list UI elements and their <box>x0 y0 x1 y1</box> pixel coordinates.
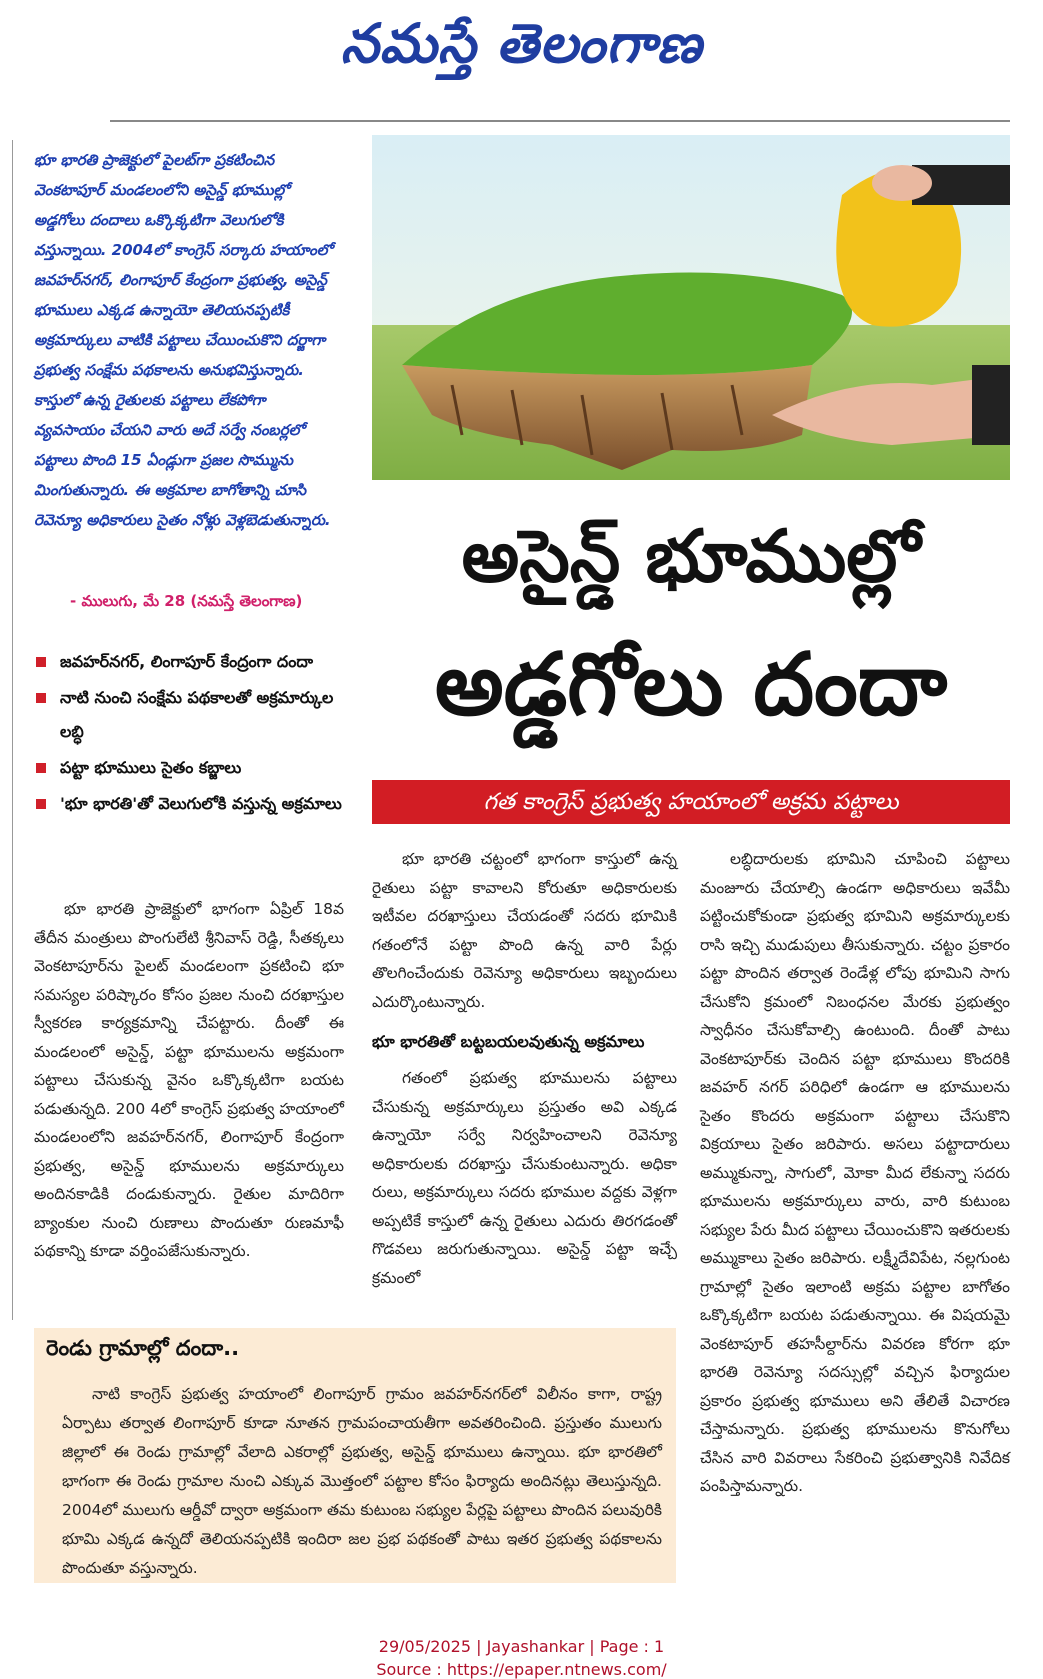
highlight-item <box>34 681 344 749</box>
article-column-3 <box>700 845 1010 1501</box>
article-paragraph: లబ్ధిదారులకు భూమిని చూపించి పట్టాలు మంజూరు చేయాల్సి ఉండగా అధికారులు ఇవేమీ పట్టించుకోకుండా ప్రభుత్వ భూమిని అక్రమార్కులకు రాసి ఇచ్చి ముడుపులు తీసుకున్నారు. చట్టం ప్రకారం పట్టా పొందిన తర్వాత రెండేళ్ల లోపు భూమిని సాగు చేసుకోని క్రమంలో నిబంధనల మేరకు ప్రభుత్వం స్వాధీనం చేసుకోవాల్సి ఉంటుంది. దీంతో పాటు వెంకటాపూర్‌కు చెందిన పట్టా భూములు కొందరికి జవహర్ నగర్ పరిధిలో ఉండగా ఆ భూములను సైతం కొందరు అక్రమంగా పట్టాలు చేసుకొని విక్రయాలు సైతం జరిపారు. అసలు పట్టాదారులు అమ్ముకున్నా, సాగులో, మోకా మీద లేకున్నా సదరు భూములను అక్రమార్కులు వారు, వారి కుటుంబ సభ్యుల పేరు మీద పట్టాలు చేయించుకొని ఇతరులకు అమ్ముకాలు సైతం జరిపారు. లక్ష్మీదేవిపేట, నల్లగుంట గ్రామాల్లో సైతం ఇలాంటి అక్రమ పట్టాల బాగోతం ఒక్కొక్కటిగా బయట పడుతున్నాయి. ఈ విషయమై వెంకటాపూర్ తహసీల్దార్‌ను వివరణ కోరగా భూ భారతి రెవెన్యూ సదస్సుల్లో వచ్చిన ఫిర్యాదుల ప్రకారం ప్రభుత్వ భూములు అని తేలితే విచారణ చేస్తామన్నారు. ప్రభుత్వ భూములను కొనుగోలు చేసిన వారి వివరాలు సేకరించి ప్రభుత్వానికి నివేదిక పంపిస్తామన్నారు. <box>700 850 1010 1495</box>
masthead-divider <box>110 120 1010 122</box>
box-title: రెండు గ్రామాల్లో దందా.. <box>46 1336 240 1360</box>
article-column-2 <box>372 845 677 1292</box>
masthead-title: నమస్తే తెలంగాణ <box>340 12 703 75</box>
highlights-list <box>34 645 344 823</box>
highlight-text: జవహర్‌నగర్, లింగాపూర్ కేంద్రంగా దందా <box>60 652 313 671</box>
intro-paragraph: భూ భారతి ప్రాజెక్టులో పైలట్‌గా ప్రకటించిన వెంకటాపూర్ మండలంలోని అసైన్డ్ భూముల్లో అడ్డగోలు దందాలు ఒక్కొక్కటిగా వెలుగులోకి వస్తున్నాయి. 2004లో కాంగ్రెస్ సర్కారు హయాంలో జవహర్‌నగర్, లింగాపూర్ కేంద్రంగా ప్రభుత్వ, అసైన్డ్ భూములు ఎక్కడ ఉన్నాయో తెలియనప్పటికీ అక్రమార్కులు వాటికి పట్టాలు చేయించుకొని దర్జాగా ప్రభుత్వ సంక్షేమ పథకాలను అనుభవిస్తున్నారు. కాస్తులో ఉన్న రైతులకు పట్టాలు లేకపోగా వ్యవసాయం చేయని వారు అదే సర్వే నంబర్లలో పట్టాలు పొంది 15 ఏండ్లుగా ప్రజల సొమ్మును మింగుతున్నారు. ఈ అక్రమాల బాగోతాన్ని చూసి రెవెన్యూ అధికారులు సైతం నోళ్లు వెళ్లబెడుతున్నారు. <box>34 151 333 529</box>
headline-line-2: అడ్డగోలు దందా <box>434 635 948 735</box>
highlight-item <box>34 645 344 679</box>
dateline: - ములుగు, మే 28 (నమస్తే తెలంగాణ) <box>70 592 303 610</box>
bullet-icon <box>36 799 46 809</box>
box-paragraph: నాటి కాంగ్రెస్ ప్రభుత్వ హయాంలో లింగాపూర్ గ్రామం జవహర్‌నగర్‌లో విలీనం కాగా, రాష్ట్ర ఏర్పాటు తర్వాత లింగాపూర్ కూడా నూతన గ్రామపంచాయతీగా అవతరించింది. ప్రస్తుతం ములుగు జిల్లాలో ఈ రెండు గ్రామాల్లో వేలాది ఎకరాల్లో ప్రభుత్వ, అసైన్డ్ భూములు ఉన్నాయి. భూ భారతిలో భాగంగా ఈ రెండు గ్రామాల నుంచి ఎక్కువ మొత్తంలో పట్టాల కోసం ఫిర్యాదు అందినట్లు తెలుస్తున్నది. 2004లో ములుగు ఆర్డీవో ద్వారా అక్రమంగా తమ కుటుంబ సభ్యుల పేర్లపై పట్టాలు పొందిన పలువురికి భూమి ఎక్కడ ఉన్నదో తెలియనప్పటికి ఇందిరా జల ప్రభ పథకంతో పాటు ఇతర ప్రభుత్వ పథకాలను పొందుతూ వస్తున్నారు. <box>62 1385 662 1577</box>
bullet-icon <box>36 763 46 773</box>
footer-source: Source : https://epaper.ntnews.com/ <box>376 1660 667 1679</box>
article-column-1 <box>34 895 344 1266</box>
headline-banner: గత కాంగ్రెస్ ప్రభుత్వ హయాంలో అక్రమ పట్టాలు <box>372 780 1010 824</box>
masthead <box>0 0 1043 110</box>
subheading: భూ భారతితో బట్టబయలవుతున్న అక్రమాలు <box>372 1032 645 1051</box>
column-divider <box>12 140 13 1320</box>
headline-line-1: అసైన్డ్ భూముల్లో <box>461 514 921 598</box>
sidebar-box <box>34 1328 676 1583</box>
bullet-icon <box>36 693 46 703</box>
article-illustration <box>372 135 1010 480</box>
land-money-illustration <box>372 135 1010 480</box>
article-paragraph: భూ భారతి చట్టంలో భాగంగా కాస్తులో ఉన్న రైతులు పట్టా కావాలని కోరుతూ అధికారులకు ఇటీవల దరఖాస్తులు చేయడంతో సదరు భూమికి గతంలోనే పట్టా పొంది ఉన్న వారి పేర్లు తొలగించేందుకు రెవెన్యూ అధికారులు ఇబ్బందులు ఎదుర్కొంటున్నారు. <box>372 850 677 1011</box>
highlight-item <box>34 751 344 785</box>
highlight-text: నాటి నుంచి సంక్షేమ పథకాలతో అక్రమార్కుల లబ్ధి <box>60 688 334 741</box>
bullet-icon <box>36 657 46 667</box>
footer-info: 29/05/2025 | Jayashankar | Page : 1 <box>378 1637 665 1656</box>
box-text <box>62 1380 662 1583</box>
highlight-text: పట్టా భూములు సైతం కబ్జాలు <box>60 758 242 777</box>
article-paragraph: భూ భారతి ప్రాజెక్టులో భాగంగా ఏప్రిల్ 18వ తేదీన మంత్రులు పొంగులేటి శ్రీనివాస్ రెడ్డి, సీతక్కలు వెంకటాపూర్‌ను పైలట్ మండలంగా ప్రకటించి భూ సమస్యల పరిష్కారం కోసం ప్రజల నుంచి దరఖాస్తుల స్వీకరణ కార్యక్రమాన్ని చేపట్టారు. దీంతో ఈ మండలంలో అసైన్డ్, పట్టా భూములను అక్రమంగా పట్టాలు చేసుకున్న వైనం ఒక్కొక్కటిగా బయట పడుతున్నది. 200 4లో కాంగ్రెస్ ప్రభుత్వ హయాంలో మండలంలోని జవహర్‌నగర్, లింగాపూర్ కేంద్రంగా ప్రభుత్వ, అసైన్డ్ భూములను అక్రమార్కులు అందినకాడికి దండుకున్నారు. రైతుల మాదిరిగా బ్యాంకుల నుంచి రుణాలు పొందుతూ రుణమాఫీ పథకాన్ని కూడా వర్తింపజేసుకున్నారు. <box>34 900 344 1260</box>
highlight-text: 'భూ భారతి'తో వెలుగులోకి వస్తున్న అక్రమాలు <box>60 794 342 813</box>
highlight-item <box>34 787 344 821</box>
article-paragraph: గతంలో ప్రభుత్వ భూములను పట్టాలు చేసుకున్న అక్రమార్కులు ప్రస్తుతం అవి ఎక్కడ ఉన్నాయో సర్వే నిర్వహించాలని రెవెన్యూ అధికారులకు దరఖాస్తు చేసుకుంటున్నారు. అధికా రులు, అక్రమార్కులు సదరు భూముల వద్దకు వెళ్లగా అప్పటికే కాస్తులో ఉన్న రైతులు ఎదురు తిరగడంతో గొడవలు జరుగుతున్నాయి. అసైన్డ్ పట్టా ఇచ్చే క్రమంలో <box>372 1069 677 1287</box>
